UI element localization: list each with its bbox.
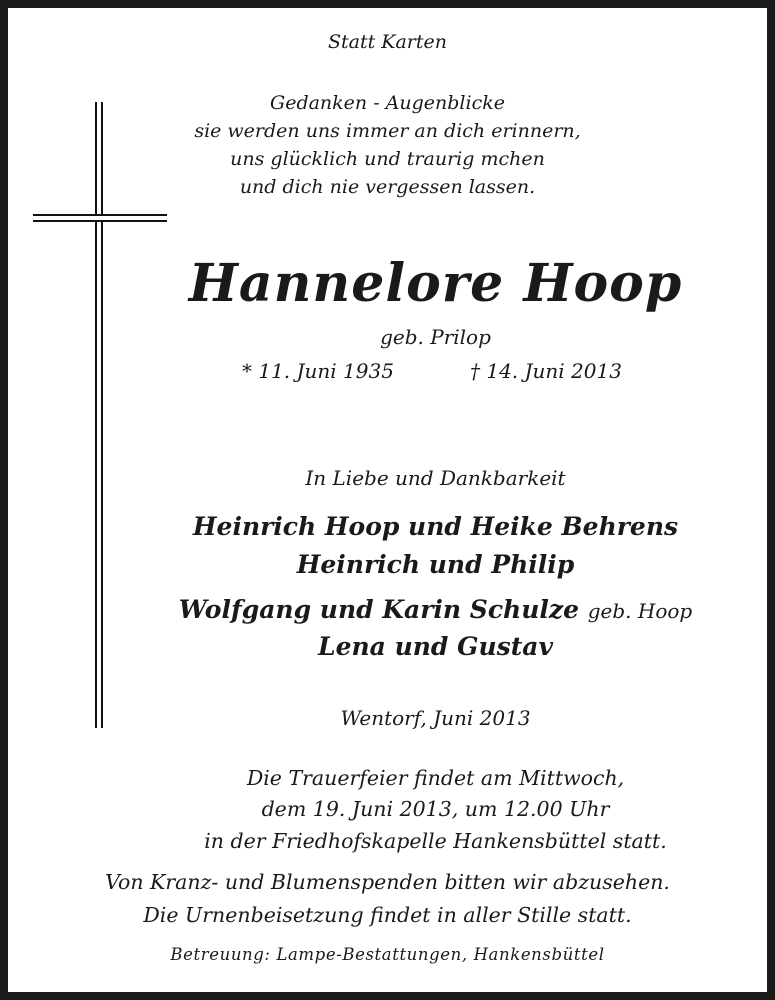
maiden-name: geb. Prilop (380, 325, 491, 349)
funeral-line: Von Kranz- und Blumenspenden bitten wir abzusehen. (105, 870, 670, 894)
funeral-line: in der Friedhofskapelle Hankensbüttel statt. (204, 829, 667, 853)
verse-line: sie werden uns immer an dich erinnern, (194, 120, 581, 142)
mourner-line: Heinrich und Philip (296, 550, 575, 579)
verse-line: und dich nie vergessen lassen. (239, 176, 536, 198)
funeral-line: dem 19. Juni 2013, um 12.00 Uhr (261, 797, 610, 821)
mourner-name: Wolfgang und Karin Schulze (178, 595, 580, 624)
mourner-line: Lena und Gustav (318, 632, 553, 661)
verse-line: Gedanken - Augenblicke (270, 92, 505, 114)
funeral-line: Die Urnenbeisetzung findet in aller Stille statt. (143, 903, 632, 927)
header-title: Statt Karten (327, 31, 447, 53)
credit-line: Betreuung: Lampe-Bestattungen, Hankensbüttel (170, 945, 605, 964)
birth-date: * 11. Juni 1935 (242, 359, 394, 383)
verse-line: uns glücklich und traurig mchen (230, 148, 545, 170)
funeral-line: Die Trauerfeier findet am Mittwoch, (246, 766, 625, 790)
mourner-line: Heinrich Hoop und Heike Behrens (192, 512, 679, 541)
mourner-line-with-suffix (48, 595, 775, 624)
place-date: Wentorf, Juni 2013 (340, 706, 531, 730)
cross-horizontal-bar (33, 214, 167, 222)
dedication: In Liebe und Dankbarkeit (305, 466, 566, 490)
death-date: † 14. Juni 2013 (470, 359, 622, 383)
mourner-maiden-suffix: geb. Hoop (587, 599, 693, 623)
deceased-name: Hannelore Hoop (188, 253, 683, 314)
